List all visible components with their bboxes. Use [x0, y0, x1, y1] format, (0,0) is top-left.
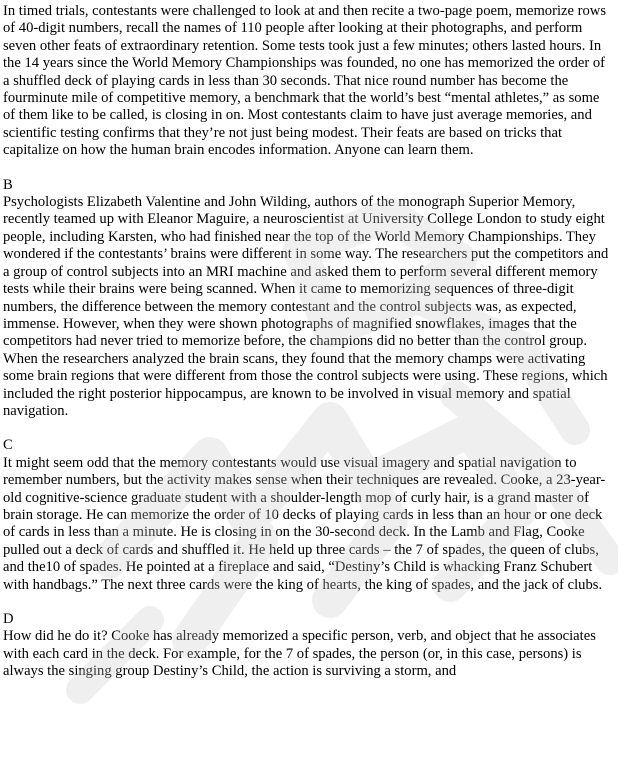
- section-b-paragraph: Psychologists Elizabeth Valentine and John Wilding, authors of the monograph Superior Memory, recently teamed up with Eleanor Maguire, a neuroscientist at University College London to study eight people, including Karsten, who had finished near the top of the World Memory Championships. They wondered if the contestants’ brains were different in some way. The researchers put the competitors and a group of control subjects into an MRI machine and asked them to perform several different memory tests while their brains were being scanned. When it came to memorizing sequences of three-digit numbers, the difference between the memory contestant and the control subjects was, as expected, immense. However, when they were shown photographs of magnified snowflakes, images that the competitors had never tried to memorize before, the champions did no better than the control group. When the researchers analyzed the brain scans, they found that the memory champs were activating some brain regions that were different from those the control subjects were using. These regions, which included the right posterior hippocampus, are known to be involved in visual memory and spatial navigation.: [3, 194, 609, 419]
- section-label-b: B: [3, 176, 13, 193]
- section-d-paragraph: How did he do it? Cooke has already memorized a specific person, verb, and object that he associates with each card in the deck. For example, for the 7 of spades, the person (or, in this case, persons) is always the singing group Destiny’s Child, the action is surviving a storm, and: [3, 628, 596, 680]
- intro-paragraph: In timed trials, contestants were challenged to look at and then recite a two-page poem, memorize rows of 40-digit numbers, recall the names of 110 people after looking at their photographs, and perform seven other feats of extraordinary retention. Some tests took just a few minutes; others lasted hours. In the 14 years since the World Memory Championships was founded, no one has memorized the order of a shuffled deck of playing cards in less than 30 seconds. That nice round number has become the fourminute mile of competitive memory, a benchmark that the world’s best “mental athletes,” as some of them like to be called, is closing in on. Most contestants claim to have just average memories, and scientific testing confirms that they’re not just being modest. Their feats are based on tricks that capitalize on how the human brain encodes information. Anyone can learn them.: [3, 3, 606, 159]
- section-d: [3, 611, 615, 681]
- section-c: [3, 437, 615, 594]
- section-c-paragraph: It might seem odd that the memory contestants would use visual imagery and spatial navigation to remember numbers, but the activity makes sense when their techniques are revealed. Cooke, a 23-year-old cognitive-science graduate student with a shoulder-length mop of curly hair, is a grand master of brain storage. He can memorize the order of 10 decks of playing cards in less than an hour or one deck of cards in less than a minute. He is closing in on the 30-second deck. In the Lamb and Flag, Cooke pulled out a deck of cards and shuffled it. He held up three cards – the 7 of spades, the queen of clubs, and the10 of spades. He pointed at a fireplace and said, “Destiny’s Child is whacking Franz Schubert with handbags.” The next three cards were the king of hearts, the king of spades, and the jack of clubs.: [3, 454, 606, 593]
- section-b: [3, 177, 615, 421]
- section-label-d: D: [3, 611, 14, 627]
- section-label-c: C: [3, 437, 13, 454]
- document-page: [3, 3, 615, 681]
